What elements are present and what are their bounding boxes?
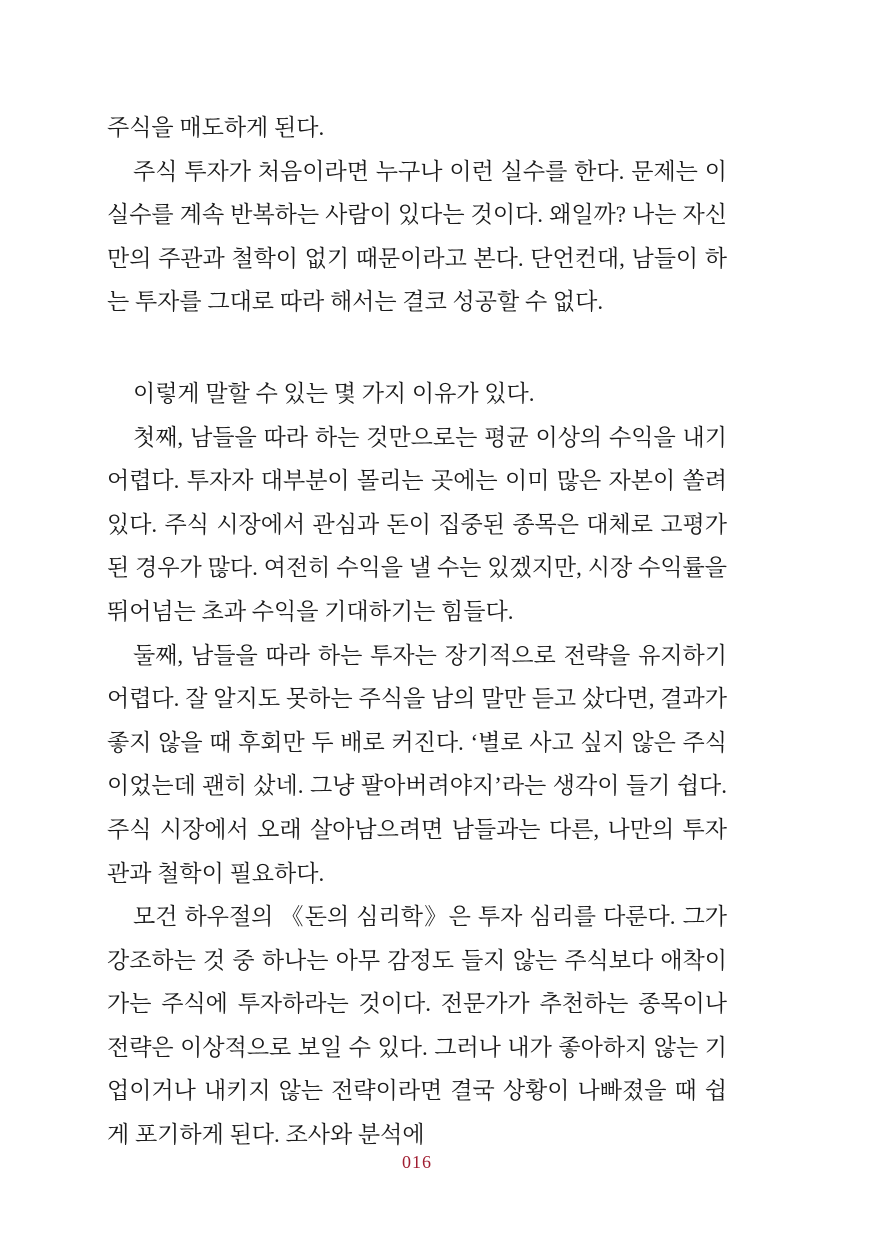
paragraph-2: 주식 투자가 처음이라면 누구나 이런 실수를 한다. 문제는 이 실수를 계속 반복하는 사람이 있다는 것이다. 왜일까? 나는 자신만의 주관과 철학이 없기 때문이라고 본다. 단언컨대, 남들이 하는 투자를 그대로 따라 해서는 결코 성공할 수 없다. — [107, 158, 727, 315]
paragraph-4: 첫째, 남들을 따라 하는 것만으로는 평균 이상의 수익을 내기 어렵다. 투자자 대부분이 몰리는 곳에는 이미 많은 자본이 쏠려 있다. 주식 시장에서 관심과 돈이 집중된 종목은 대체로 고평가된 경우가 많다. 여전히 수익을 낼 수는 있겠지만, 시장 수익률을 뛰어넘는 초과 수익을 기대하기는 힘들다. — [107, 424, 727, 624]
page-footer — [107, 1150, 727, 1174]
paragraph-6: 모건 하우절의 《돈의 심리학》은 투자 심리를 다룬다. 그가 강조하는 것 중 하나는 아무 감정도 들지 않는 주식보다 애착이 가는 주식에 투자하라는 것이다. 전문가가 추천하는 종목이나 전략은 이상적으로 보일 수 있다. 그러나 내가 좋아하지 않는 기업이거나 내키지 않는 전략이라면 결국 상황이 나빠졌을 때 쉽게 포기하게 된다. 조사와 분석에 — [107, 904, 727, 1148]
page-number: 016 — [402, 1152, 432, 1172]
body-text — [107, 106, 727, 1157]
paragraph-5: 둘째, 남들을 따라 하는 투자는 장기적으로 전략을 유지하기 어렵다. 잘 알지도 못하는 주식을 남의 말만 듣고 샀다면, 결과가 좋지 않을 때 후회만 두 배로 커진다. ‘별로 사고 싶지 않은 주식이었는데 괜히 샀네. 그냥 팔아버려야지’라는 생각이 들기 쉽다. 주식 시장에서 오래 살아남으려면 남들과는 다른, 나만의 투자관과 철학이 필요하다. — [107, 642, 727, 886]
paragraph-1: 주식을 매도하게 된다. — [107, 115, 325, 140]
paragraph-3: 이렇게 말할 수 있는 몇 가지 이유가 있다. — [133, 380, 535, 406]
